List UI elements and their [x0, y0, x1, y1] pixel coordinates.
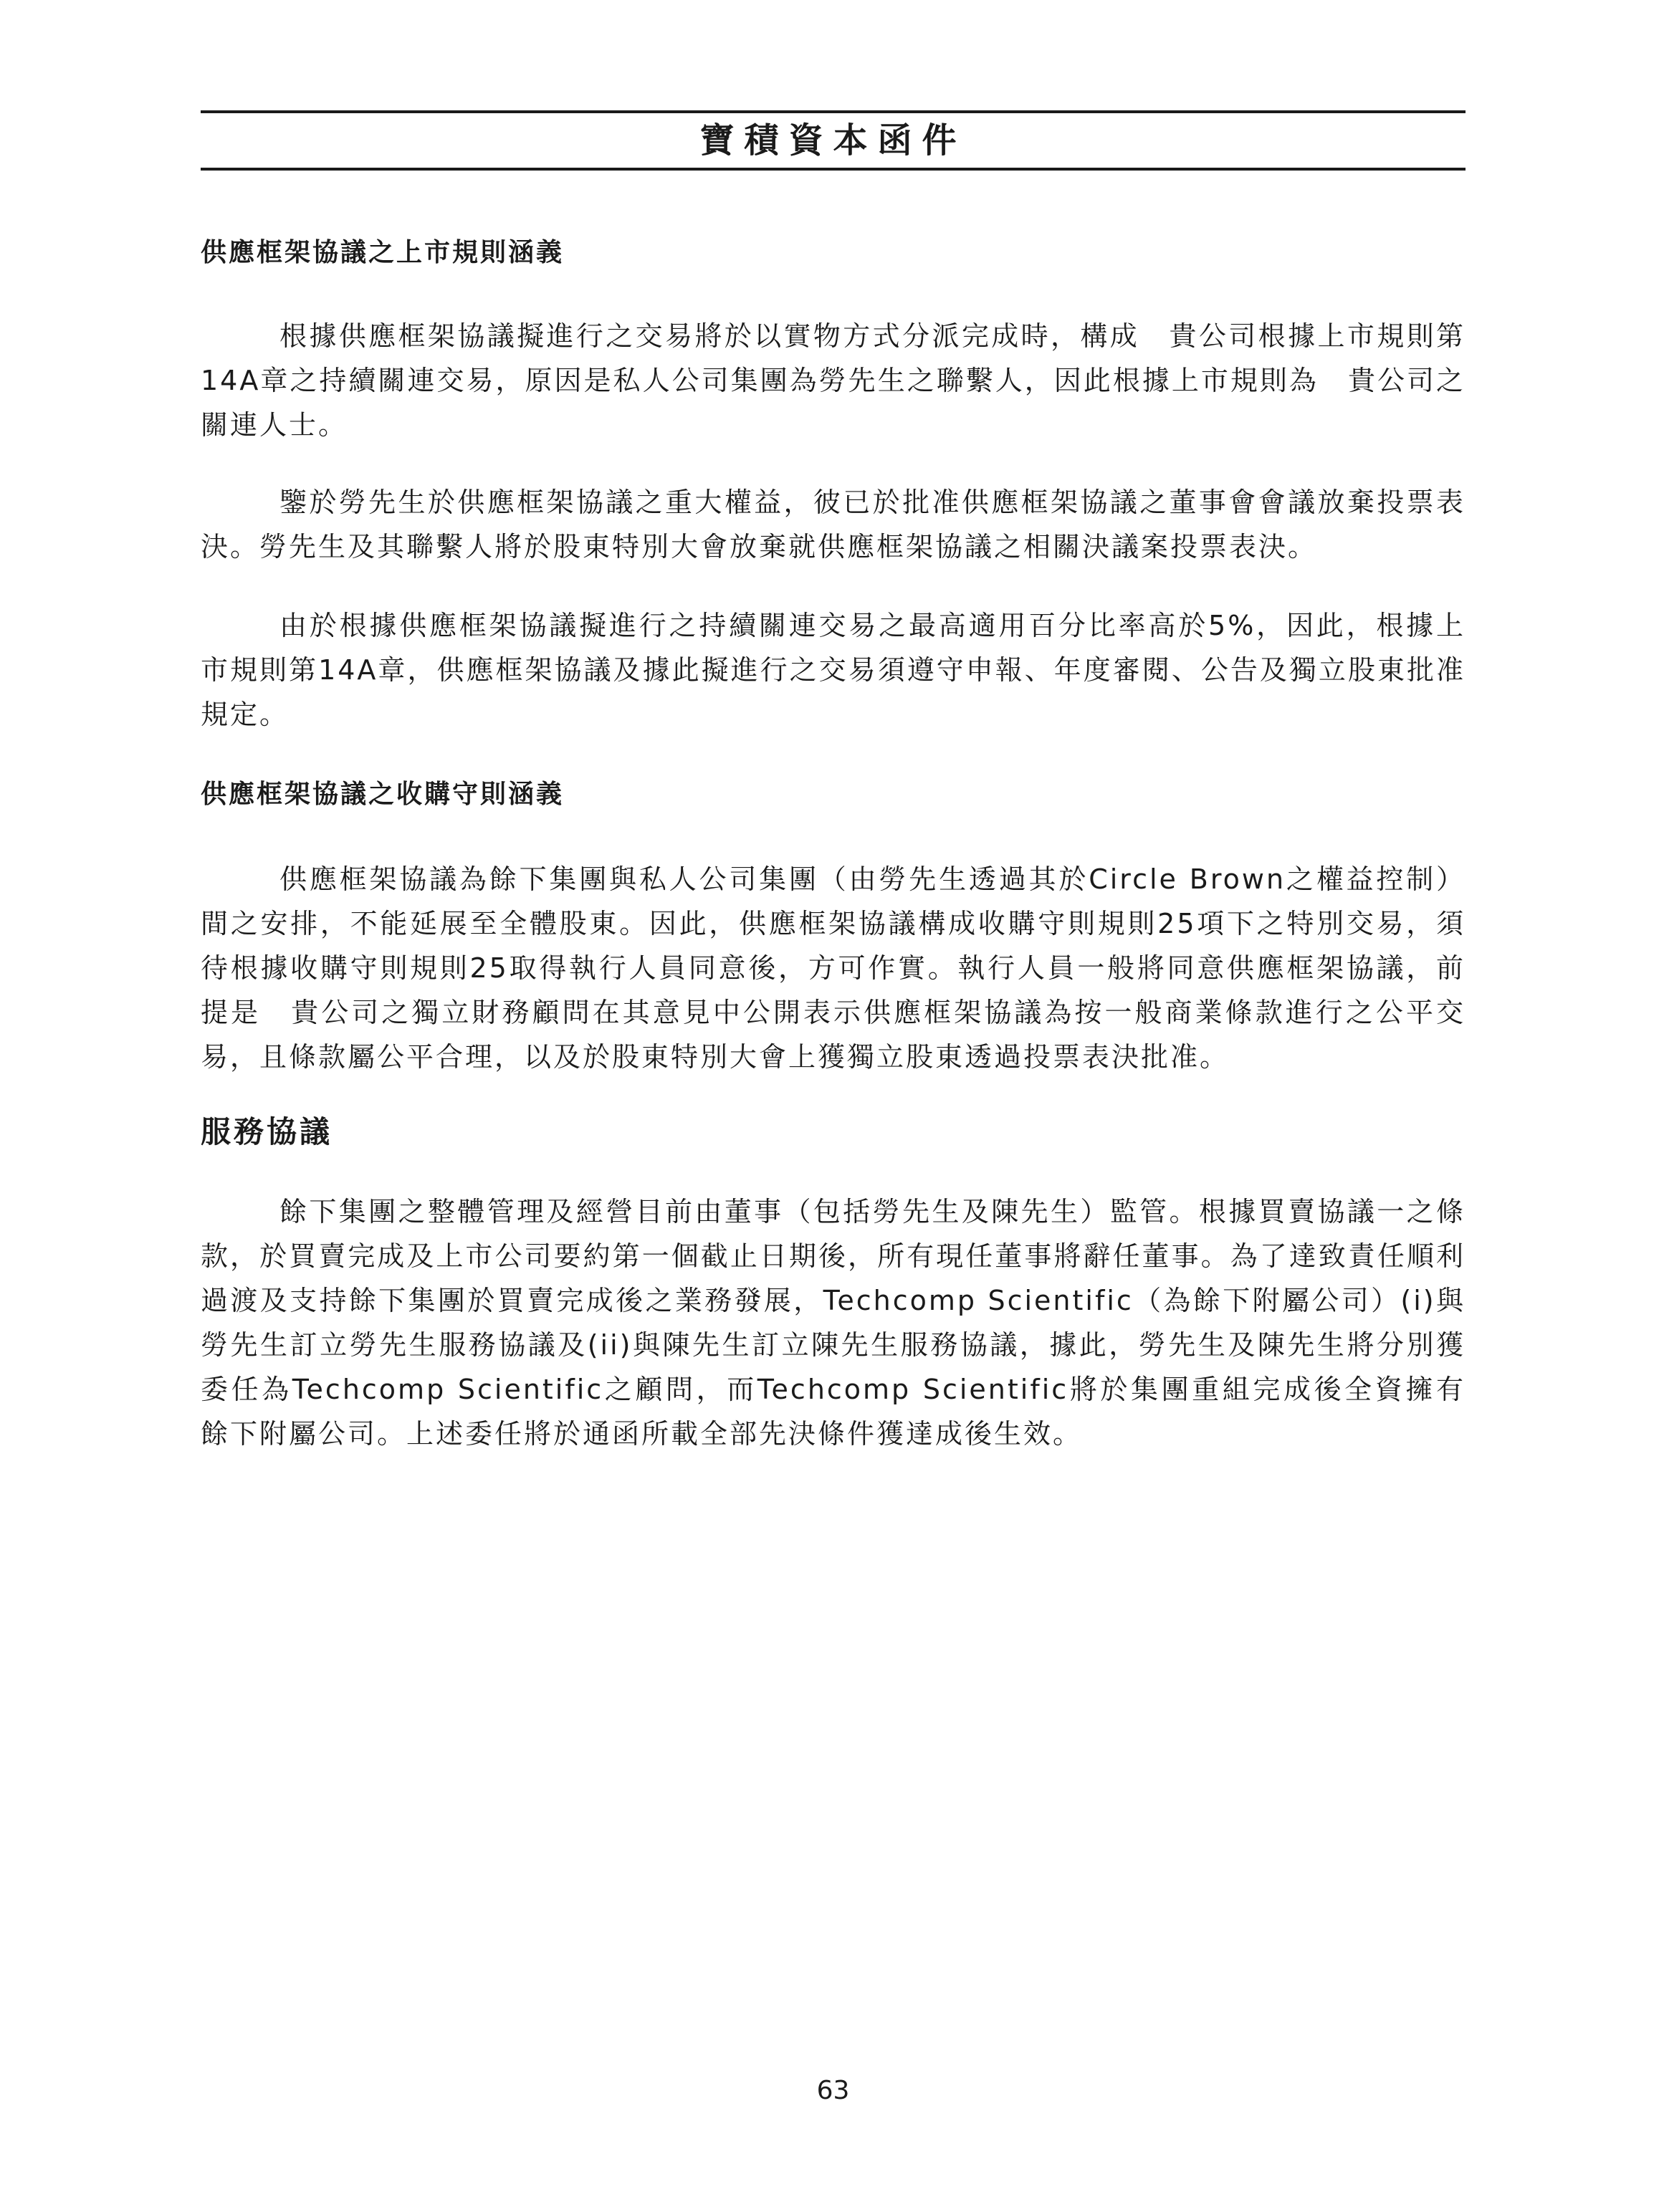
paragraph-takeovers-code-1: 供應框架協議為餘下集團與私人公司集團（由勞先生透過其於Circle Brown之權益控制）間之安排，不能延展至全體股東。因此，供應框架協議構成收購守則規則25項下之特別交易，須待根據收購守則規則25取得執行人員同意後，方可作實。執行人員一般將同意供應框架協議，前提是 貴公司之獨立財務顧問在其意見中公開表示供應框架協議為按一般商業條款進行之公平交易，且條款屬公平合理，以及於股東特別大會上獲獨立股東透過投票表決批准。	[201, 863, 1466, 1073]
header-rule-bottom	[201, 168, 1466, 171]
section-heading-service-agreements: 服務協議	[201, 1114, 333, 1149]
section-heading-takeovers-code: 供應框架協議之收購守則涵義	[201, 780, 565, 809]
document-page	[201, 0, 1466, 2212]
section-heading-listing-rules: 供應框架協議之上市規則涵義	[201, 238, 565, 267]
paragraph-service-agreements-1: 餘下集團之整體管理及經營目前由董事（包括勞先生及陳先生）監管。根據買賣協議一之條款，於買賣完成及上市公司要約第一個截止日期後，所有現任董事將辭任董事。為了達致責任順利過渡及支持餘下集團於買賣完成後之業務發展，Techcomp Scientific（為餘下附屬公司）(i)與勞先生訂立勞先生服務協議及(ii)與陳先生訂立陳先生服務協議，據此，勞先生及陳先生將分別獲委任為Techcomp Scientific之顧問，而Techcomp Scientific將於集團重組完成後全資擁有餘下附屬公司。上述委任將於通函所載全部先決條件獲達成後生效。	[201, 1196, 1466, 1450]
header-rule-top	[201, 110, 1466, 113]
page-number: 63	[816, 2076, 850, 2105]
paragraph-listing-rules-3: 由於根據供應框架協議擬進行之持續關連交易之最高適用百分比率高於5%，因此，根據上市規則第14A章，供應框架協議及據此擬進行之交易須遵守申報、年度審閱、公告及獨立股東批准規定。	[201, 610, 1466, 730]
letter-title: 寶積資本函件	[699, 120, 967, 161]
paragraph-listing-rules-2: 鑒於勞先生於供應框架協議之重大權益，彼已於批准供應框架協議之董事會會議放棄投票表決。勞先生及其聯繫人將於股東特別大會放棄就供應框架協議之相關決議案投票表決。	[201, 487, 1466, 562]
paragraph-listing-rules-1: 根據供應框架協議擬進行之交易將於以實物方式分派完成時，構成 貴公司根據上市規則第14A章之持續關連交易，原因是私人公司集團為勞先生之聯繫人，因此根據上市規則為 貴公司之關連人士。	[201, 320, 1466, 441]
